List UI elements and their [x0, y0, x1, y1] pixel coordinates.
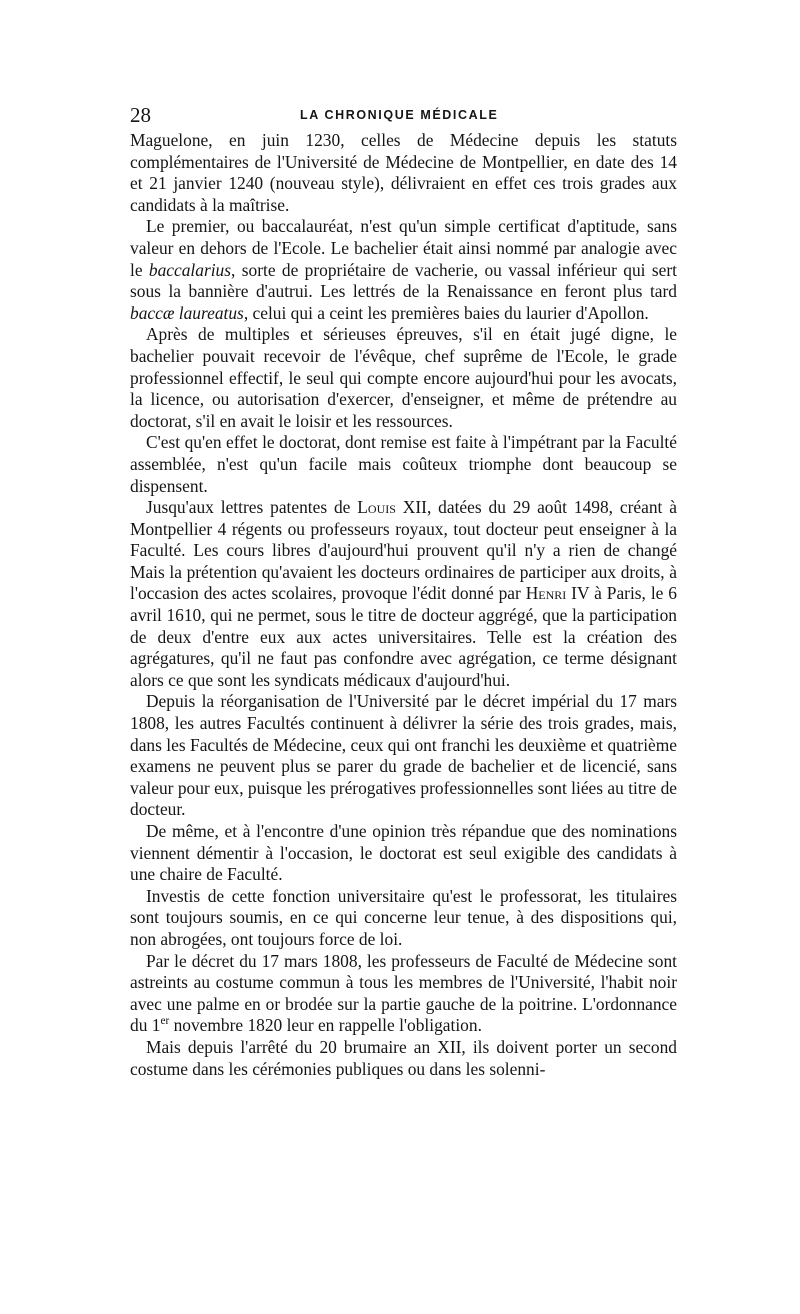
paragraph-p4: [130, 432, 677, 497]
text-segment: er: [160, 1015, 170, 1028]
text-segment: De même, et à l'encontre d'une opinion très répandue que des nominations viennent démentir à l'occasion, le doctorat est seul exigible des candidats à une chaire de Faculté.: [130, 821, 677, 885]
text-segment: C'est qu'en effet le doctorat, dont remise est faite à l'impétrant par la Faculté assemblée, n'est qu'un facile mais coûteux triomphe dont beaucoup se dispensent.: [130, 432, 677, 496]
text-segment: Le premier, ou baccalauréat, n'est qu'un simple certificat d'aptitude, sans valeur en dehors de l'Ecole. Le bachelier était ainsi nommé par analogie avec le: [130, 216, 677, 280]
paragraph-p2: [130, 216, 677, 324]
text-segment: , celui qui a ceint les premières baies du laurier d'Apollon.: [243, 302, 649, 323]
paragraph-p10: [130, 1037, 677, 1080]
text-segment: , sorte de propriétaire de vacherie, ou vassal inférieur qui sert sous la bannière d'autrui. Les lettrés de la Renaissance en feront plus tard: [130, 259, 677, 302]
text-segment: Maguelone, en juin 1230, celles de Médecine depuis les statuts complémentaires de l'Université de Médecine de Montpellier, en date des 14 et 21 janvier 1240 (nouveau style), délivraient en effet ces trois grades aux candidats à la maîtrise.: [130, 130, 677, 215]
page-header: [130, 100, 675, 130]
text-segment: Depuis la réorganisation de l'Université par le décret impérial du 17 mars 1808, les autres Facultés continuent à délivrer la série des trois grades, mais, dans les Facultés de Médecine, ceux qui ont franchi les deuxième et quatrième examens ne peuvent plus se parer du grade de bachelier et de licencié, sans valeur pour eux, puisque les prérogatives professionnelles sont liées au titre de docteur.: [130, 691, 677, 820]
text-segment: Investis de cette fonction universitaire qu'est le professorat, les titulaires sont toujours soumis, en ce qui concerne leur tenue, à des dispositions qui, non abrogées, ont toujours force de loi.: [130, 885, 677, 949]
text-segment: Mais depuis l'arrêté du 20 brumaire an XII, ils doivent porter un second costume dans les cérémonies publiques ou dans les solenni-: [130, 1036, 677, 1079]
paragraph-p8: [130, 886, 677, 951]
paragraph-p7: [130, 821, 677, 886]
text-segment: Après de multiples et sérieuses épreuves, s'il en était jugé digne, le bachelier pouvait recevoir de l'évêque, chef suprême de l'Ecole, le grade professionnel effectif, le seul qui compte encore aujourd'hui pour les avocats, la licence, ou autorisation d'exercer, d'enseigner, et même de prétendre au doctorat, s'il en avait le loisir et les ressources.: [130, 324, 677, 431]
paragraph-p9: [130, 951, 677, 1037]
text-segment: IV à Paris, le 6 avril 1610, qui ne permet, sous le titre de docteur aggrégé, que la participation de deux d'entre eux aux actes universitaires. Telle est la création des agrégatures, qu'il ne faut pas confondre avec agrégation, ce terme désignant alors ce que sont les syndicats médicaux d'aujourd'hui.: [130, 583, 677, 690]
paragraph-p3: [130, 324, 677, 432]
text-segment: baccalarius: [148, 259, 232, 280]
text-segment: XII, datées du 29 août 1498, créant à Montpellier 4 régents ou professeurs royaux, tout docteur peut enseigner à la Faculté. Les cours libres d'aujourd'hui prouvent qu'il n'y a rien de changé Mais la prétention qu'avaient les docteurs ordinaires de participer aux droits, à l'occasion des actes scolaires, provoque l'édit donné par: [130, 497, 677, 604]
text-segment: Jusqu'aux lettres patentes de: [146, 497, 358, 518]
text-segment: novembre 1820 leur en rappelle l'obligation.: [169, 1015, 482, 1036]
paragraph-p6: [130, 691, 677, 821]
text-segment: Henri: [525, 583, 567, 604]
running-head: LA CHRONIQUE MÉDICALE: [300, 108, 499, 122]
text-segment: baccæ laureatus: [130, 302, 244, 323]
page-number: 28: [130, 103, 151, 127]
paragraph-p5: [130, 497, 677, 691]
paragraph-p1: [130, 130, 677, 216]
text-segment: Louis: [357, 497, 396, 518]
body-text: [130, 130, 677, 1080]
text-segment: Par le décret du 17 mars 1808, les professeurs de Faculté de Médecine sont astreints au costume commun à tous les membres de l'Université, l'habit noir avec une palme en or brodée sur la partie gauche de la poitrine. L'ordonnance du 1: [130, 950, 677, 1036]
